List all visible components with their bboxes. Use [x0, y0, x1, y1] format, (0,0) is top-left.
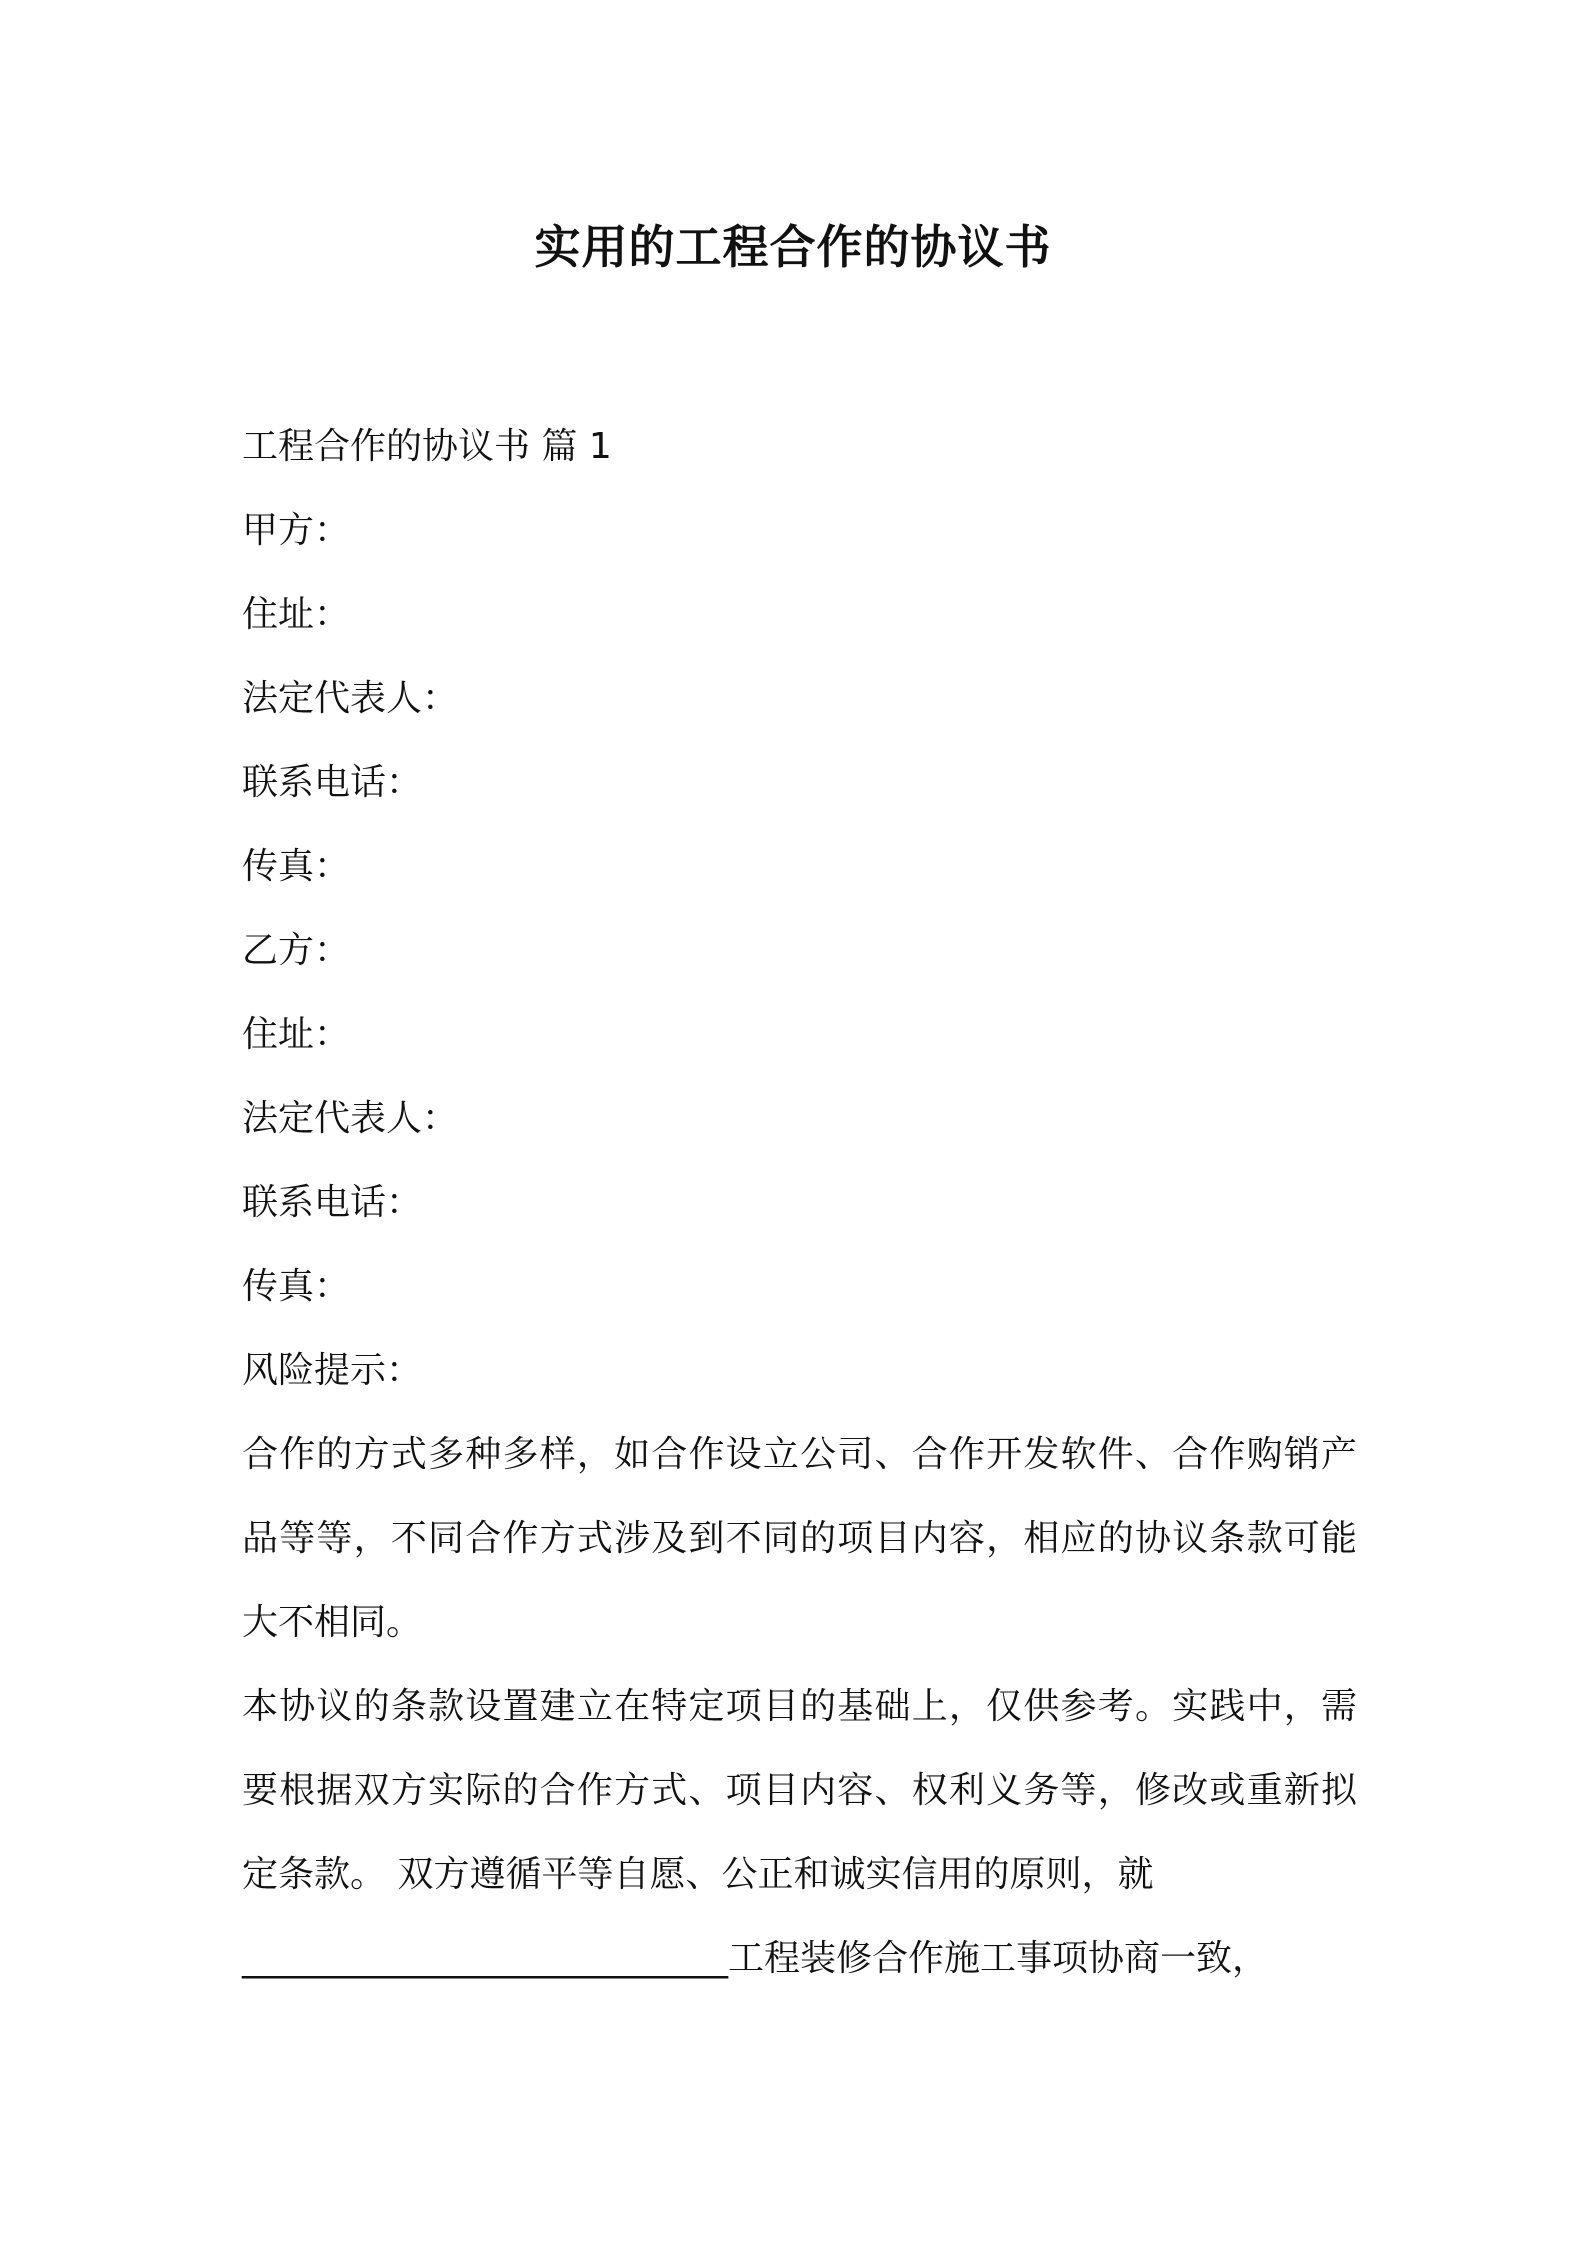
- party-b-address: 住址：: [242, 1014, 351, 1055]
- document-title: 实用的工程合作的协议书: [534, 220, 1052, 274]
- party-a-fax: 传真：: [242, 846, 351, 887]
- project-line-tail: 工程装修合作施工事项协商一致，: [728, 1938, 1269, 1979]
- paragraph-cooperation-methods: 合作的方式多种多样，如合作设立公司、合作开发软件、合作购销产品等等，不同合作方式涉及到不同的项目内容，相应的协议条款可能大不相同。: [242, 1434, 1357, 1643]
- party-b-phone: 联系电话：: [242, 1182, 423, 1223]
- risk-heading: 风险提示：: [242, 1350, 423, 1391]
- project-name-blank: ___________________________: [242, 1938, 728, 1979]
- party-a-phone: 联系电话：: [242, 762, 423, 803]
- section-heading: 工程合作的协议书 篇 1: [242, 426, 612, 467]
- paragraph-reference-note: 本协议的条款设置建立在特定项目的基础上，仅供参考。实践中，需要根据双方实际的合作方式、项目内容、权利义务等，修改或重新拟定条款。 双方遵循平等自愿、公正和诚实信用的原则，就: [242, 1686, 1357, 1895]
- paragraph-project-line: [242, 1917, 1357, 2001]
- document-body: [242, 405, 1357, 2001]
- party-b-fax: 传真：: [242, 1266, 351, 1307]
- party-a-address: 住址：: [242, 594, 351, 635]
- party-b-legal-rep: 法定代表人：: [242, 1098, 459, 1139]
- party-a-label: 甲方：: [242, 510, 351, 551]
- party-a-legal-rep: 法定代表人：: [242, 678, 459, 719]
- party-b-label: 乙方：: [242, 930, 351, 971]
